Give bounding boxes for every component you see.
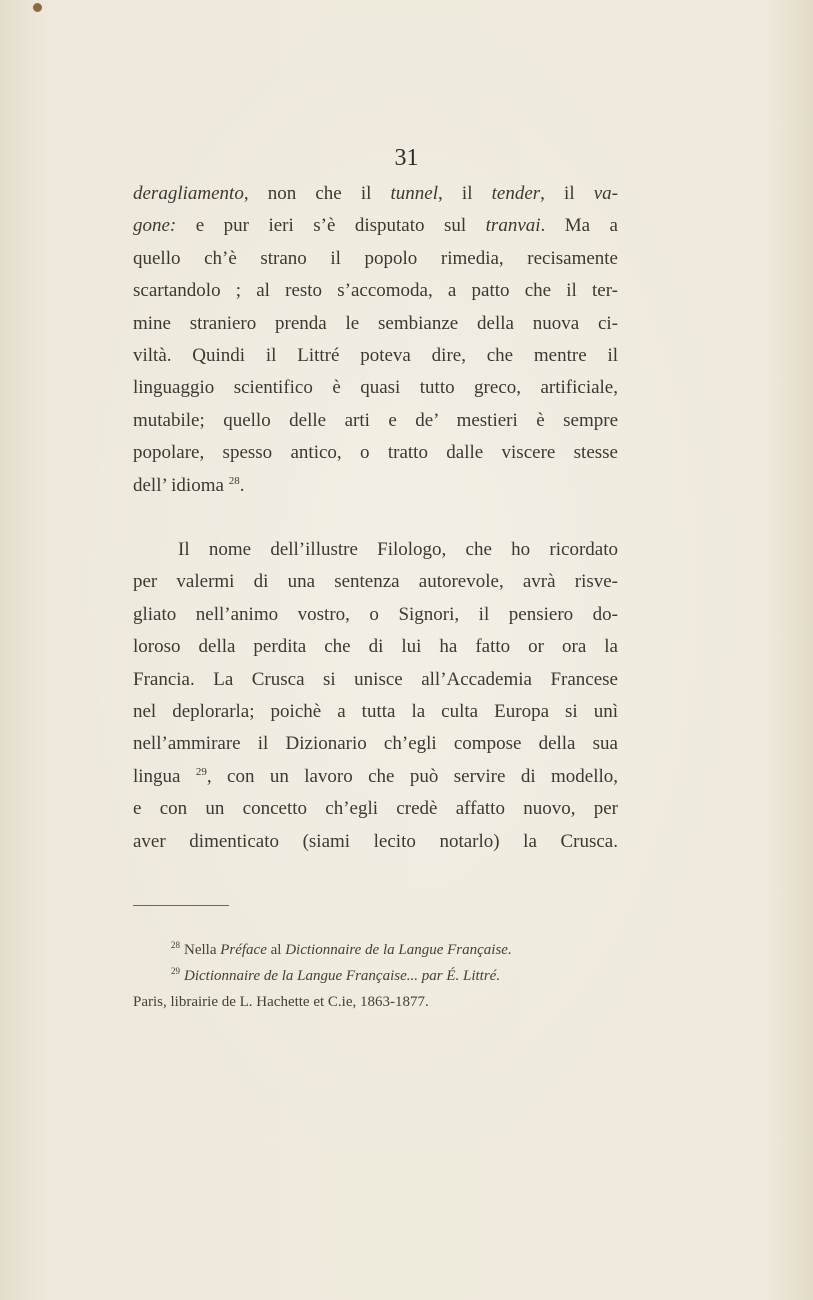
text-line: Francia. La Crusca si unisce all’Accademia Francese: [133, 668, 618, 690]
footnote-mark: 29: [171, 966, 180, 976]
text-line: deragliamento, non che il tunnel, il tender, il va-: [133, 183, 618, 204]
footnote-divider: [133, 905, 229, 906]
text-line: popolare, spesso antico, o tratto dalle viscere stesse: [133, 442, 618, 464]
text-line: lingua $^{29}$, con un lavoro che può servire di modello,: [133, 765, 618, 787]
footnote-ref: 28: [228, 474, 240, 487]
text-line: viltà. Quindi il Littré poteva dire, che mentre il: [133, 344, 618, 366]
text-line: Il nome dell’illustre Filologo, che ho ricordato: [178, 539, 618, 560]
footnotes: [133, 937, 623, 1015]
footnote-29-continuation: Paris, librairie de L. Hachette et C.ie, 1863-1877.: [133, 994, 429, 1010]
text-line: mine straniero prenda le sembianze della nuova ci-: [133, 312, 618, 334]
text-line: scartandolo ; al resto s’accomoda, a patto che il ter-: [133, 280, 618, 302]
text-line: loroso della perdita che di lui ha fatto or ora la: [133, 636, 618, 658]
text-line: quello ch’è strano il popolo rimedia, recisamente: [133, 247, 618, 269]
ink-spot: [33, 3, 42, 12]
text-line: nel deplorarla; poichè a tutta la culta Europa si unì: [133, 700, 618, 722]
text-line: per valermi di una sentenza autorevole, avrà risve-: [133, 571, 618, 593]
text-line: mutabile; quello delle arti e de’ mestieri è sempre: [133, 409, 618, 431]
text-line: dell’ idioma $^{28}$.: [133, 474, 245, 496]
text-line: e con un concetto ch’egli credè affatto nuovo, per: [133, 798, 618, 820]
text-line: aver dimenticato (siami lecito notarlo) la Crusca.: [133, 830, 618, 852]
paragraph-1: [133, 178, 618, 502]
text-line: linguaggio scientifico è quasi tutto greco, artificiale,: [133, 377, 618, 399]
text-line: gliato nell’animo vostro, o Signori, il pensiero do-: [133, 603, 618, 625]
footnote-28: $^{28}$ Nella Préface al Dictionnaire de la Langue Française.: [171, 940, 512, 958]
page-number: 31: [394, 145, 419, 171]
text-line: nell’ammirare il Dizionario ch’egli compose della sua: [133, 733, 618, 755]
text-line: gone: e pur ieri s’è disputato sul tranvai. Ma a: [133, 215, 618, 237]
footnote-29: $^{29}$ Dictionnaire de la Langue Française... par É. Littré.: [171, 966, 501, 984]
footnote-ref: 29: [195, 765, 207, 778]
paragraph-2: [133, 534, 618, 858]
footnote-mark: 28: [171, 940, 180, 950]
